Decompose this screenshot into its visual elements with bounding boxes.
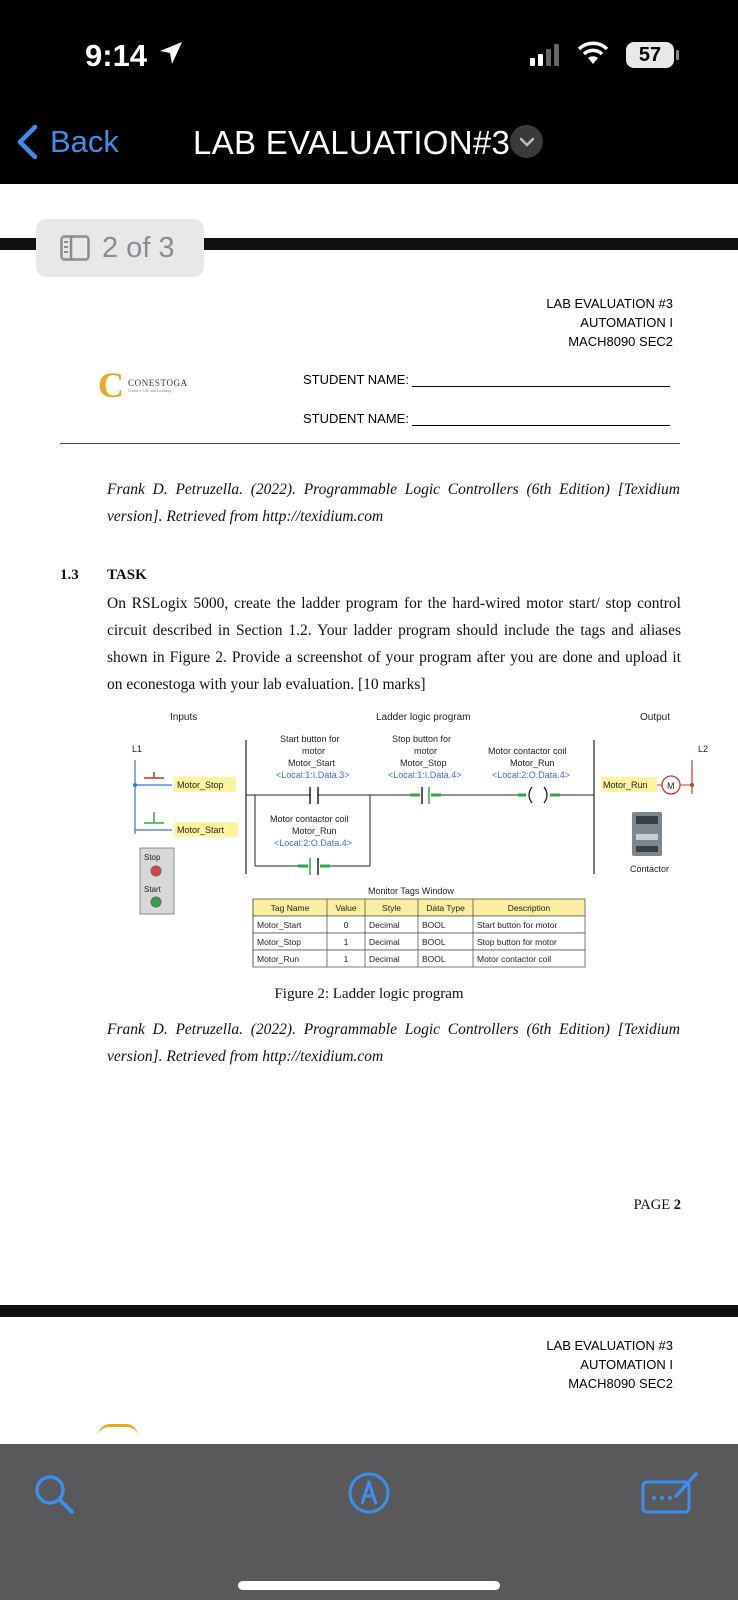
- student-name-label: STUDENT NAME:: [303, 411, 409, 426]
- battery-tip: [676, 50, 679, 60]
- table-cell: Motor_Stop: [257, 937, 301, 947]
- home-indicator[interactable]: [238, 1581, 500, 1590]
- header-line: AUTOMATION I: [580, 1357, 673, 1372]
- panel-start-label: Start: [144, 885, 161, 894]
- table-cell: 1: [343, 937, 349, 947]
- stop-desc-line: motor: [414, 746, 438, 756]
- start-desc-line: motor: [302, 746, 326, 756]
- status-bar: [0, 0, 738, 110]
- page-counter[interactable]: [36, 219, 204, 277]
- start-pushbutton: [151, 897, 161, 907]
- coil-desc-line: Motor_Run: [510, 758, 555, 768]
- search-icon[interactable]: [32, 1472, 76, 1516]
- ladder-logic-figure: [120, 704, 720, 994]
- page-separator: [0, 1305, 738, 1317]
- start-address: <Local:1:I.Data.3>: [276, 770, 350, 780]
- back-button[interactable]: [16, 124, 119, 160]
- table-cell: BOOL: [422, 937, 446, 947]
- table-header-cell: Data Type: [426, 903, 465, 913]
- panel-stop-label: Stop: [144, 853, 161, 862]
- fig-output-label: Output: [640, 712, 671, 723]
- table-cell: Decimal: [369, 937, 400, 947]
- chevron-down-icon: [519, 137, 535, 147]
- cellular-signal-icon: [530, 44, 560, 66]
- location-arrow-icon: [158, 40, 184, 66]
- form-fill-icon[interactable]: [640, 1468, 702, 1516]
- page-number-value: 2: [673, 1197, 681, 1213]
- stop-address: <Local:1:I.Data.4>: [388, 770, 462, 780]
- table-cell: Motor_Run: [257, 954, 300, 964]
- seal-address: <Local:2:O.Data.4>: [274, 838, 353, 848]
- seal-desc-line: Motor_Run: [292, 826, 337, 836]
- chevron-left-icon: [16, 124, 38, 160]
- start-desc-line: Start button for: [280, 734, 340, 744]
- table-header-cell: Tag Name: [270, 903, 310, 913]
- table-cell: 1: [343, 954, 349, 964]
- markup-icon[interactable]: [347, 1471, 391, 1515]
- document-title[interactable]: LAB EVALUATION#3: [193, 124, 511, 161]
- task-text: On RSLogix 5000, create the ladder program for the hard-wired motor start/ stop control circuit described in Section 1.2. Your ladder program should include the tags and aliases shown in Figure 2. Provide a screenshot of your program after you are done and upload it on econestoga with your lab evaluation. [10 marks]: [107, 595, 681, 693]
- fig-run-tag: Motor_Run: [603, 780, 648, 790]
- header-line: MACH8090 SEC2: [568, 334, 673, 349]
- monitor-tags-table: [253, 899, 585, 967]
- coil-address: <Local:2:O.Data.4>: [492, 770, 571, 780]
- fig-contactor-label: Contactor: [630, 864, 670, 874]
- header-rule: [60, 443, 680, 444]
- coil-desc-line: Motor contactor coil: [488, 746, 567, 756]
- document-viewer[interactable]: [0, 184, 738, 1444]
- table-cell: 0: [343, 920, 349, 930]
- fig-start-tag: Motor_Start: [177, 825, 225, 835]
- section-title: TASK: [107, 567, 147, 583]
- table-header-cell: Value: [335, 903, 357, 913]
- section-number: 1.3: [60, 567, 79, 583]
- table-cell: Motor_Start: [257, 920, 302, 930]
- table-cell: BOOL: [422, 920, 446, 930]
- table-cell: Stop button for motor: [477, 937, 557, 947]
- fig-stop-tag: Motor_Stop: [177, 780, 224, 790]
- header-line: LAB EVALUATION #3: [546, 296, 673, 311]
- student-name-field: [303, 411, 670, 426]
- start-desc-line: Motor_Start: [288, 758, 336, 768]
- stop-desc-line: Stop button for: [392, 734, 452, 744]
- figure-caption: Figure 2: Ladder logic program: [274, 986, 464, 1002]
- fig-inputs-label: Inputs: [170, 712, 198, 723]
- citation: Frank D. Petruzella. (2022). Programmable Logic Controllers (6th Edition) [Texidium version]. Retrieved from http://texidium.com: [107, 481, 680, 525]
- fig-l1: L1: [132, 744, 143, 754]
- citation: Frank D. Petruzella. (2022). Programmable Logic Controllers (6th Edition) [Texidium version]. Retrieved from http://texidium.com: [107, 1021, 680, 1065]
- table-cell: Start button for motor: [477, 920, 558, 930]
- table-cell: Decimal: [369, 920, 400, 930]
- page-header: [546, 1336, 673, 1393]
- student-name-field: [303, 372, 670, 387]
- logo-tagline: Connect Life and Learning: [128, 387, 172, 393]
- table-cell: Motor contactor coil: [477, 954, 552, 964]
- page-label: PAGE: [633, 1197, 671, 1213]
- fig-l2: L2: [698, 744, 709, 754]
- sidebar-icon: [60, 235, 90, 261]
- fig-ladder-label: Ladder logic program: [376, 712, 471, 723]
- header-line: LAB EVALUATION #3: [546, 1338, 673, 1353]
- page-number: [634, 1197, 681, 1214]
- seal-desc-line: Motor contactor coil: [270, 814, 349, 824]
- logo-partial: [98, 1424, 138, 1436]
- table-header-cell: Style: [382, 903, 401, 913]
- monitor-title: Monitor Tags Window: [368, 886, 454, 896]
- title-menu-button[interactable]: [510, 125, 543, 158]
- header-line: AUTOMATION I: [580, 315, 673, 330]
- nav-bar: [0, 110, 738, 184]
- stop-pushbutton: [151, 866, 161, 876]
- table-cell: Decimal: [369, 954, 400, 964]
- battery-indicator: 57: [626, 42, 674, 68]
- wifi-icon: [577, 40, 609, 66]
- fig-motor-letter: M: [667, 781, 675, 791]
- status-time: 9:14: [85, 38, 148, 73]
- student-name-label: STUDENT NAME:: [303, 372, 409, 387]
- back-label: Back: [50, 124, 119, 159]
- header-line: MACH8090 SEC2: [568, 1376, 673, 1391]
- table-cell: BOOL: [422, 954, 446, 964]
- table-header-cell: Description: [507, 903, 551, 913]
- conestoga-logo: C CONESTOGA Connect Life and Learning: [98, 365, 188, 405]
- bottom-toolbar: [0, 1444, 738, 1600]
- logo-text: CONESTOGA: [128, 377, 188, 388]
- page-header: [546, 294, 673, 351]
- stop-desc-line: Motor_Stop: [400, 758, 447, 768]
- page-counter-label: 2 of 3: [102, 231, 175, 264]
